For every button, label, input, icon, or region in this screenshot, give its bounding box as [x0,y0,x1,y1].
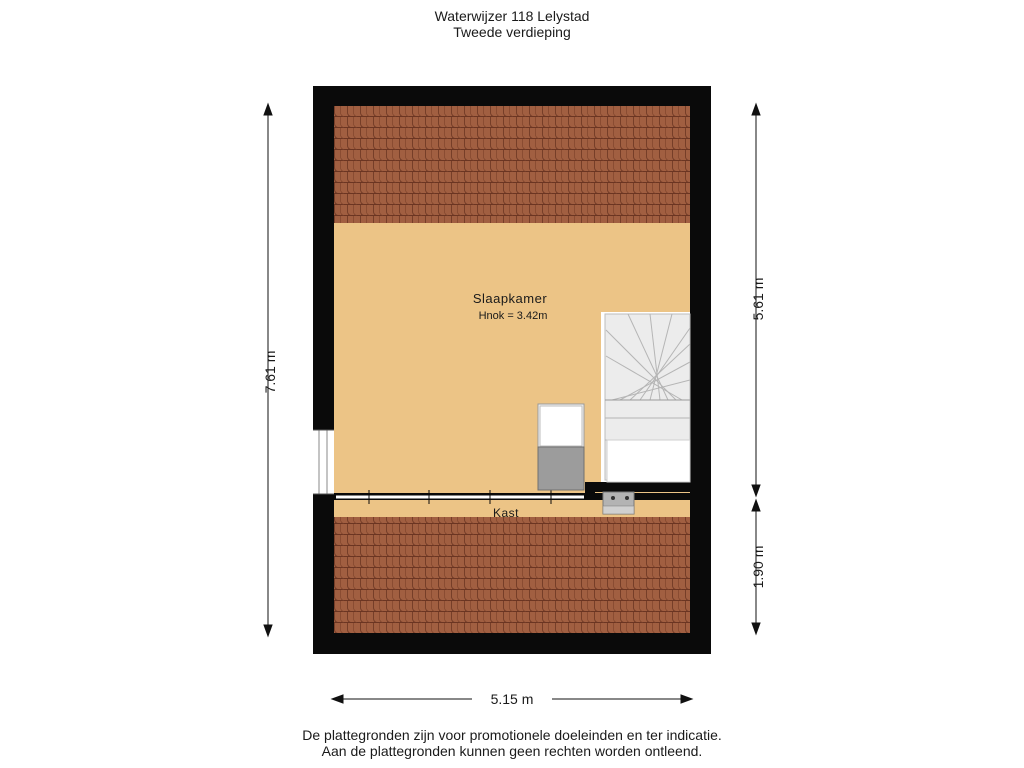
roof-upper [334,106,690,223]
appliance-connection [603,492,634,514]
room-label-slaapkamer: Slaapkamer [472,291,548,306]
stair-wall [585,482,690,492]
radiator-unit [538,404,584,490]
dimension-label-right-lower: 1.90 m [750,545,766,589]
staircase [601,312,690,482]
room-height-label: Hnok = 3.42m [478,310,548,322]
disclaimer-line-1: De plattegronden zijn voor promotionele doeleinden en ter indicatie. [302,727,722,743]
dimension-label-left: 7.61 m [262,350,278,394]
floor-subtitle: Tweede verdieping [453,24,571,40]
roof-lower [334,517,690,633]
dimension-label-bottom: 5.15 m [472,691,552,707]
dimension-label-right-upper: 5.61 m [750,277,766,321]
disclaimer-line-2: Aan de plattegronden kunnen geen rechten worden ontleend. [321,743,703,759]
plan-title: Waterwijzer 118 Lelystad [434,8,590,24]
window-left [313,430,334,494]
room-label-kast: Kast [492,506,519,520]
